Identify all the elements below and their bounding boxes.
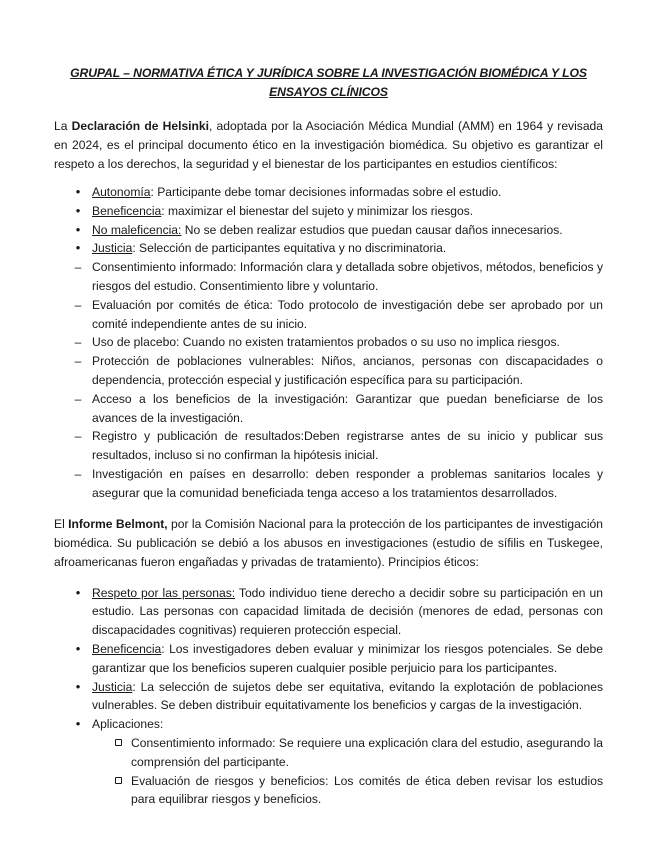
item-term: Beneficencia bbox=[92, 641, 162, 656]
item-text: Acceso a los beneficios de la investigación: Garantizar que puedan beneficiarse de los avances de la investigación. bbox=[92, 391, 603, 425]
item-text: : Participante debe tomar decisiones informadas sobre el estudio. bbox=[150, 185, 502, 199]
item-term: Justicia bbox=[92, 241, 133, 256]
belmont-list bbox=[54, 584, 603, 810]
bullet-marker bbox=[71, 715, 85, 734]
belmont-name: Informe Belmont, bbox=[68, 516, 168, 531]
item-text: : La selección de sujetos debe ser equitativa, evitando la explotación de poblaciones vulnerables. Se deben distribuir equitativamente los beneficios y cargas de la investigación. bbox=[92, 679, 603, 713]
item-term: No maleficencia: bbox=[92, 222, 182, 237]
bullet-marker bbox=[71, 678, 85, 697]
list-item bbox=[54, 352, 603, 390]
dash-marker bbox=[71, 465, 85, 484]
list-item bbox=[54, 258, 603, 296]
dash-marker bbox=[71, 258, 85, 277]
sub-item-text: Consentimiento informado: Se requiere una explicación clara del estudio, asegurando la comprensión del participante. bbox=[131, 735, 603, 769]
helsinki-name: Declaración de Helsinki bbox=[71, 119, 210, 133]
document-title: GRUPAL – NORMATIVA ÉTICA Y JURÍDICA SOBRE LA INVESTIGACIÓN BIOMÉDICA Y LOS ENSAYOS CLÍNICOS bbox=[70, 66, 587, 99]
list-item bbox=[54, 221, 603, 240]
helsinki-intro-pre: La bbox=[54, 119, 72, 133]
helsinki-list bbox=[54, 183, 603, 503]
item-text: : maximizar el bienestar del sujeto y minimizar los riesgos. bbox=[161, 203, 474, 218]
item-text: : Los investigadores deben evaluar y minimizar los riesgos potenciales. Se debe garantizar que los beneficios superen cualquier posible perjuicio para los participantes. bbox=[92, 641, 603, 675]
belmont-intro-pre: El bbox=[54, 516, 69, 531]
item-term: Justicia bbox=[92, 679, 133, 694]
item-text: No se deben realizar estudios que puedan causar daños innecesarios. bbox=[181, 222, 563, 237]
item-text: Investigación en países en desarrollo: deben responder a problemas sanitarios locales y asegurar que la comunidad beneficiada tenga acceso a los tratamientos desarrollados. bbox=[92, 466, 603, 500]
item-term: Autonomía bbox=[92, 185, 151, 199]
item-text: Todo individuo tiene derecho a decidir sobre su participación en un estudio. Las personas con capacidad limitada de decisión (menores de edad, personas con discapacidades cognitivas) requieren protección especial. bbox=[92, 585, 603, 638]
belmont-intro-post: por la Comisión Nacional para la protección de los participantes de investigación biomédica. Su publicación se debió a los abusos en investigaciones (estudio de sífilis en Tuskegee, afroamericanas fueron engañadas y privadas de tratamiento). Principios éticos: bbox=[54, 516, 603, 569]
sub-item-text: Evaluación de riesgos y beneficios: Los comités de ética deben revisar los estudios para equilibrar riesgos y beneficios. bbox=[131, 773, 603, 807]
applications-sublist bbox=[92, 734, 603, 809]
item-text: Evaluación por comités de ética: Todo protocolo de investigación debe ser aprobado por un comité independiente antes de su inicio. bbox=[92, 297, 603, 331]
list-item bbox=[54, 427, 603, 465]
bullet-marker bbox=[71, 183, 85, 202]
list-item bbox=[54, 333, 603, 352]
dash-marker bbox=[71, 333, 85, 352]
dash-marker bbox=[71, 427, 85, 446]
list-item bbox=[54, 296, 603, 334]
bullet-marker bbox=[71, 640, 85, 659]
list-item bbox=[54, 584, 603, 640]
item-text: : Selección de participantes equitativa y no discriminatoria. bbox=[132, 241, 447, 256]
item-term: Beneficencia bbox=[92, 203, 162, 218]
belmont-intro bbox=[54, 515, 603, 572]
bullet-marker bbox=[71, 239, 85, 258]
item-text: Aplicaciones: bbox=[92, 717, 164, 732]
bullet-marker bbox=[71, 584, 85, 603]
helsinki-intro-post: , adoptada por la Asociación Médica Mundial (AMM) en 1964 y revisada en 2024, es el principal documento ético en la investigación biomédica. Su objetivo es garantizar el respeto a los derechos, la seguridad y el bienestar de los participantes en estudios científicos: bbox=[54, 119, 604, 171]
list-item bbox=[54, 239, 603, 258]
list-item bbox=[54, 202, 603, 221]
dash-marker bbox=[71, 390, 85, 409]
sub-list-item bbox=[54, 734, 603, 772]
list-item bbox=[54, 640, 603, 678]
bullet-marker bbox=[71, 221, 85, 240]
dash-marker bbox=[71, 352, 85, 371]
item-text: Protección de poblaciones vulnerables: Niños, ancianos, personas con discapacidades o dependencia, protección especial y justificación específica para su participación. bbox=[92, 354, 603, 387]
list-item bbox=[54, 465, 603, 503]
bullet-marker bbox=[71, 202, 85, 221]
helsinki-intro bbox=[54, 117, 603, 174]
square-bullet-icon bbox=[115, 777, 122, 784]
list-item bbox=[54, 715, 603, 809]
item-text: Registro y publicación de resultados:Deben registrarse antes de su inicio y publicar sus resultados, incluso si no confirman la hipótesis inicial. bbox=[92, 429, 603, 463]
square-bullet-icon bbox=[115, 739, 122, 746]
list-item bbox=[54, 678, 603, 716]
list-item bbox=[54, 183, 603, 202]
item-term: Respeto por las personas: bbox=[92, 585, 236, 600]
item-text: Uso de placebo: Cuando no existen tratamientos probados o su uso no implica riesgos. bbox=[92, 335, 560, 350]
list-item bbox=[54, 390, 603, 428]
sub-list-item bbox=[54, 772, 603, 810]
item-text: Consentimiento informado: Información clara y detallada sobre objetivos, métodos, beneficios y riesgos del estudio. Consentimiento libre y voluntario. bbox=[92, 260, 603, 293]
dash-marker bbox=[71, 296, 85, 315]
